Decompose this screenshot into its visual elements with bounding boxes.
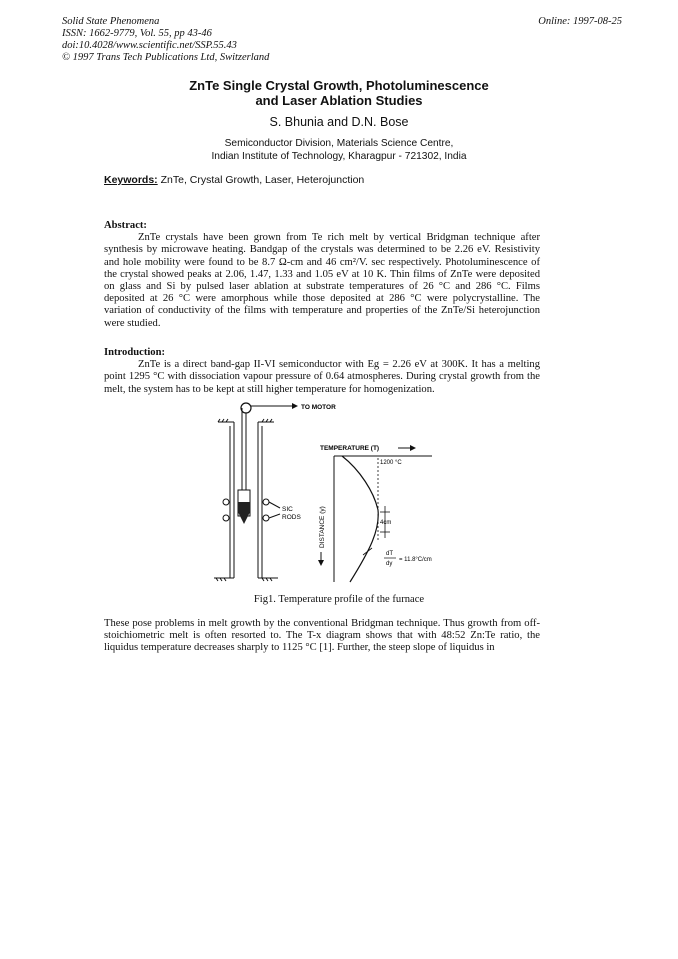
dy-label: dy	[386, 561, 393, 567]
dT-label: dT	[386, 551, 394, 557]
gradient-label: = 11.8°C/cm	[399, 557, 432, 563]
abstract-section	[104, 220, 540, 330]
body-section	[104, 618, 540, 655]
journal-issn: ISSN: 1662-9779, Vol. 55, pp 43-46	[62, 28, 212, 39]
journal-name: Solid State Phenomena	[62, 16, 160, 27]
keywords-label: Keywords:	[104, 174, 158, 186]
temperature-profile-curve	[342, 456, 378, 582]
body-text: These pose problems in melt growth by the conventional Bridgman technique. Thus growth from off-stoichiometric melt is often resorted to. The T-x diagram shows that with 48:52 Zn:Te ratio, the liquidus temperature decreases sharply to 1125 °C [1]. Further, the steep slope of liquidus in	[104, 618, 540, 654]
keywords-text: ZnTe, Crystal Growth, Laser, Heterojunction	[157, 174, 365, 186]
introduction-section	[104, 347, 540, 396]
authors: S. Bhunia and D.N. Bose	[269, 115, 409, 129]
affiliation-line-2: Indian Institute of Technology, Kharagpur - 721302, India	[211, 150, 467, 162]
sic-rods-icon	[223, 499, 280, 521]
introduction-heading: Introduction:	[104, 347, 166, 358]
furnace-figure	[200, 400, 470, 590]
online-date: Online: 1997-08-25	[538, 16, 622, 27]
affiliation	[0, 138, 678, 163]
abstract-text: ZnTe crystals have been grown from Te rich melt by vertical Bridgman technique after synthesis by microwave heating. Bandgap of the crystals was determined to be 2.26 eV. Resistivity and hole mobility were found to be 8.7 Ω-cm and 46 cm²/V. sec respectively. Photoluminescence of the crystal showed peaks at 2.06, 1.47, 1.33 and 1.05 eV at 10 K. Thin films of ZnTe were deposited on glass and Si by pulsed laser ablation at substrate temperatures of 26 °C and 286 °C. Films deposited at 26 °C were amorphous while those deposited at 286 °C were polycrystalline. The variation of conductivity of the films with temperature and properties of the ZnTe/Si heterojunction were studied.	[104, 232, 540, 329]
sic-label: SIC	[282, 506, 293, 513]
to-motor-label: TO MOTOR	[301, 404, 336, 411]
temperature-axis-label: TEMPERATURE (T)	[320, 445, 380, 452]
temp-value-label: 1200 °C	[380, 460, 402, 466]
abstract-heading: Abstract:	[104, 220, 147, 231]
introduction-text: ZnTe is a direct band-gap II-VI semiconductor with Eg = 2.26 eV at 300K. It has a melting point 1295 °C with dissociation vapour pressure of 0.64 atmospheres. During crystal growth from the melt, the system has to be kept at still higher temperature for homogenization.	[104, 359, 540, 395]
paper-title	[0, 78, 678, 108]
title-line-2: and Laser Ablation Studies	[255, 93, 423, 108]
distance-axis-label: DISTANCE (y)	[319, 506, 326, 548]
length-label: 4cm	[380, 520, 392, 526]
keywords	[104, 174, 364, 186]
ampoule-icon	[238, 490, 250, 524]
journal-header	[62, 16, 622, 64]
journal-copyright: © 1997 Trans Tech Publications Ltd, Switzerland	[62, 52, 270, 63]
journal-doi[interactable]: doi:10.4028/www.scientific.net/SSP.55.43	[62, 40, 237, 51]
affiliation-line-1: Semiconductor Division, Materials Science Centre,	[224, 138, 454, 149]
title-line-1: ZnTe Single Crystal Growth, Photoluminescence	[189, 78, 489, 93]
figure-caption: Fig1. Temperature profile of the furnace	[253, 594, 425, 605]
rods-label: RODS	[282, 514, 301, 521]
